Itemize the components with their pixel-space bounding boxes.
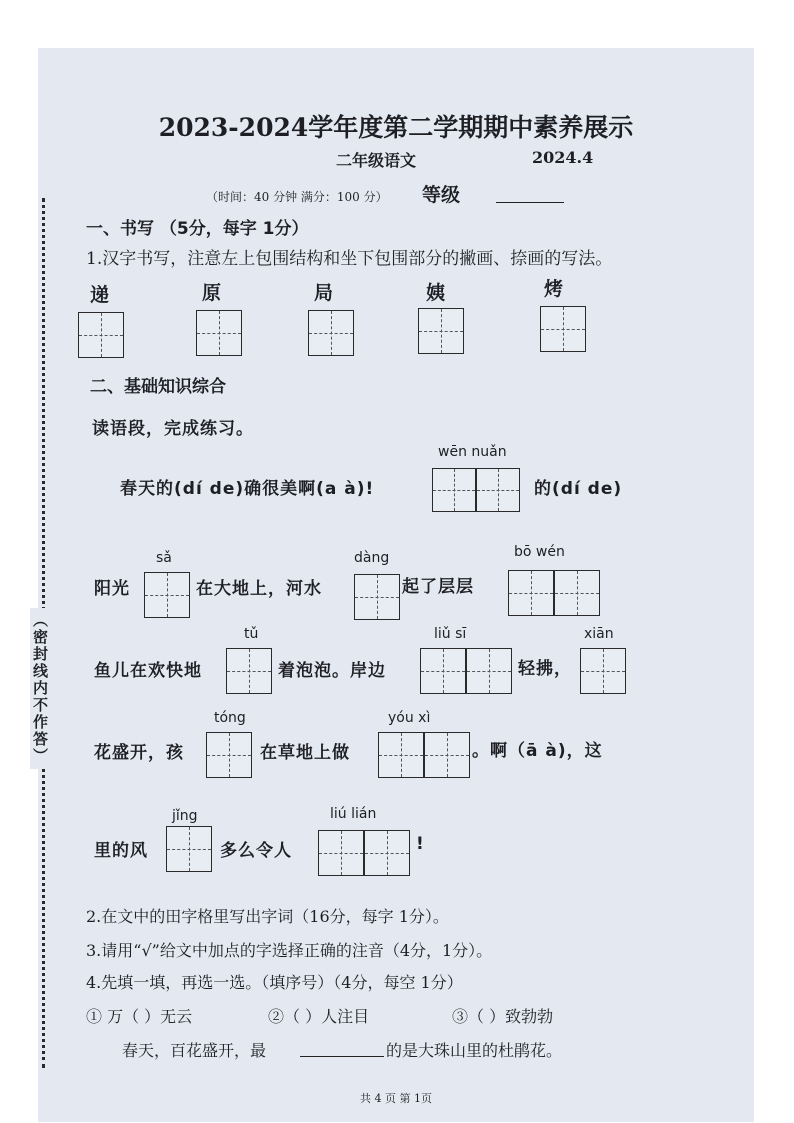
passage-line5-a: 里的风 [94, 841, 148, 861]
section1-question: 1.汉字书写，注意左上包围结构和坐下包围部分的撇画、捺画的写法。 [86, 249, 613, 269]
pinyin-bowen: bō wén [514, 544, 565, 560]
passage-line2-a: 阳光 [94, 579, 130, 599]
pinyin-jing: jǐng [172, 808, 198, 824]
tian-box[interactable] [166, 826, 212, 872]
seal-notice: （密封线内不作答） [30, 608, 51, 769]
passage-line5-b: 多么令人 [220, 841, 292, 861]
exam-date: 2024.4 [532, 148, 594, 167]
pinyin-sa: sǎ [156, 550, 172, 566]
fill-blank[interactable] [300, 1056, 384, 1057]
section1-heading: 一、书写 （5分，每字 1分） [86, 219, 309, 239]
char-4: 姨 [426, 282, 446, 304]
option-1: ① 万（ ）无云 [86, 1007, 193, 1026]
pinyin-tong: tóng [214, 710, 246, 726]
tian-box[interactable] [196, 310, 242, 356]
tian-box[interactable] [508, 570, 554, 616]
pinyin-youxi: yóu xì [388, 710, 431, 726]
passage-line1-a: 春天的(dí de)确很美啊(a à)! [120, 479, 375, 499]
exam-info: （时间：40 分钟 满分：100 分） [206, 190, 388, 204]
char-1: 递 [90, 284, 110, 306]
pinyin-wennuan: wēn nuǎn [438, 444, 507, 460]
pinyin-tu: tǔ [244, 626, 259, 642]
passage-line2-c: 起了层层 [402, 577, 474, 597]
char-3: 局 [314, 282, 334, 304]
passage-line3-b: 着泡泡。岸边 [278, 661, 386, 681]
pinyin-liulian: liú lián [330, 806, 377, 822]
tian-box[interactable] [78, 312, 124, 358]
tian-box[interactable] [364, 830, 410, 876]
tian-box[interactable] [226, 648, 272, 694]
pinyin-dang: dàng [354, 550, 390, 566]
fill-sentence-end: 的是大珠山里的杜鹃花。 [386, 1041, 563, 1060]
tian-box[interactable] [144, 572, 190, 618]
tian-box[interactable] [476, 468, 520, 512]
question-3: 3.请用“√”给文中加点的字选择正确的注音（4分，1分）。 [86, 941, 493, 960]
tian-box[interactable] [206, 732, 252, 778]
tian-box[interactable] [424, 732, 470, 778]
grade-blank[interactable] [496, 202, 564, 203]
tian-box[interactable] [554, 570, 600, 616]
grade-label: 等级 [422, 184, 461, 206]
exam-subtitle: 二年级语文 [336, 151, 417, 170]
tian-box[interactable] [540, 306, 586, 352]
tian-box[interactable] [420, 648, 466, 694]
fill-sentence-start: 春天，百花盛开，最 [122, 1041, 267, 1060]
option-2: ②（ ）人注目 [268, 1007, 370, 1026]
tian-box[interactable] [318, 830, 364, 876]
tian-box[interactable] [466, 648, 512, 694]
passage-line5-c: ! [416, 834, 425, 854]
tian-box[interactable] [580, 648, 626, 694]
passage-line4-c: 。啊（ā à)，这 [472, 741, 603, 761]
passage-line2-b: 在大地上，河水 [196, 579, 322, 599]
passage-line4-a: 花盛开，孩 [94, 743, 184, 763]
section2-heading: 二、基础知识综合 [90, 377, 226, 397]
tian-box[interactable] [308, 310, 354, 356]
char-2: 原 [202, 282, 222, 304]
exam-title: 2023-2024学年度第二学期期中素养展示 [158, 113, 634, 142]
tian-box[interactable] [432, 468, 476, 512]
question-2: 2.在文中的田字格里写出字词（16分，每字 1分）。 [86, 907, 449, 926]
exam-paper [31, 48, 754, 1122]
question-4: 4.先填一填，再选一选。（填序号）（4分，每空 1分） [86, 973, 463, 992]
passage-line3-c: 轻拂， [518, 659, 572, 679]
tian-box[interactable] [418, 308, 464, 354]
char-5: 烤 [544, 278, 564, 300]
pinyin-xian: xiān [584, 626, 614, 642]
passage-line4-b: 在草地上做 [260, 743, 350, 763]
tian-box[interactable] [378, 732, 424, 778]
pinyin-liusi: liǔ sī [434, 626, 467, 642]
passage-line3-a: 鱼儿在欢快地 [94, 661, 202, 681]
passage-line1-b: 的(dí de) [534, 479, 623, 499]
section2-instruction: 读语段，完成练习。 [92, 419, 254, 439]
option-3: ③（ ）致勃勃 [452, 1007, 554, 1026]
tian-box[interactable] [354, 574, 400, 620]
page-footer: 共 4 页 第 1页 [360, 1092, 432, 1105]
